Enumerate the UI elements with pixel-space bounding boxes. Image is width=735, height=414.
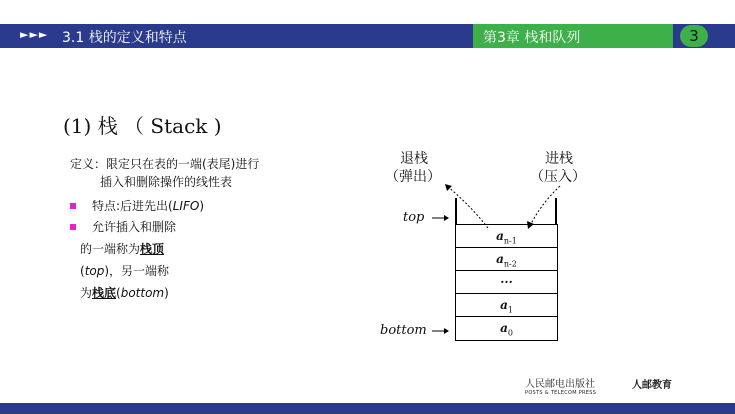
feature-close: ) <box>199 199 204 213</box>
slide-heading: (1) 栈 （ Stack ) <box>63 114 222 138</box>
stack-container <box>455 224 558 341</box>
stack-wall-right <box>555 198 557 224</box>
slide-footer-bar <box>0 403 735 414</box>
stack-cell: $a_0$ <box>456 316 557 340</box>
paren-close-2: ) <box>164 286 169 300</box>
header-arrows-icon: ►►► <box>20 28 49 41</box>
stack-cell: $a_{n-2}$ <box>456 247 557 271</box>
lifo-term: LIFO <box>172 199 200 213</box>
definition-line-2: 插入和删除操作的线性表 <box>100 175 233 189</box>
stack-cell: $a_1$ <box>456 293 557 317</box>
top-def-prefix: 的一端称为 <box>80 242 141 256</box>
push-label: 进栈 <box>545 151 573 167</box>
stack-top-term: 栈顶 <box>140 242 165 256</box>
pop-label: 退栈 <box>400 151 428 167</box>
section-title: 3.1 栈的定义和特点 <box>62 30 187 46</box>
chapter-title: 第3章 栈和队列 <box>483 30 581 46</box>
bottom-pointer-head <box>444 328 449 334</box>
edu-logo <box>632 376 672 391</box>
publisher-logo <box>525 375 596 396</box>
paren-open-2: ( <box>116 286 121 300</box>
pop-arrow <box>447 186 488 228</box>
edu-name: 人邮教育 <box>632 380 672 391</box>
bottom-pointer-label: bottom <box>380 323 427 338</box>
other-end-text: )，另一端称 <box>104 264 170 278</box>
stack-cell: $a_{n-1}$ <box>456 224 557 248</box>
page-number-badge: 3 <box>680 25 708 47</box>
pop-label-paren: （弹出） <box>385 169 441 185</box>
stack-cell: ··· <box>456 270 557 294</box>
definition-line-1: 定义：限定只在表的一端(表尾)进行 <box>70 157 260 171</box>
bottom-english: bottom <box>120 286 165 300</box>
feature-text: 特点:后进先出( <box>92 199 173 213</box>
stack-bottom-term: 栈底 <box>92 286 117 300</box>
top-pointer-head <box>444 215 449 221</box>
bullet-insert-delete: 允许插入和删除 <box>92 220 177 234</box>
push-label-paren: （压入） <box>530 169 586 185</box>
bottom-def-prefix: 为 <box>80 286 93 300</box>
publisher-name-en: POSTS & TELECOM PRESS <box>525 390 597 396</box>
paren-open: ( <box>80 264 85 278</box>
publisher-name: 人民邮电出版社 <box>525 379 595 390</box>
top-english: top <box>84 264 105 278</box>
top-pointer-label: top <box>403 210 425 225</box>
stack-wall-left <box>455 198 457 224</box>
